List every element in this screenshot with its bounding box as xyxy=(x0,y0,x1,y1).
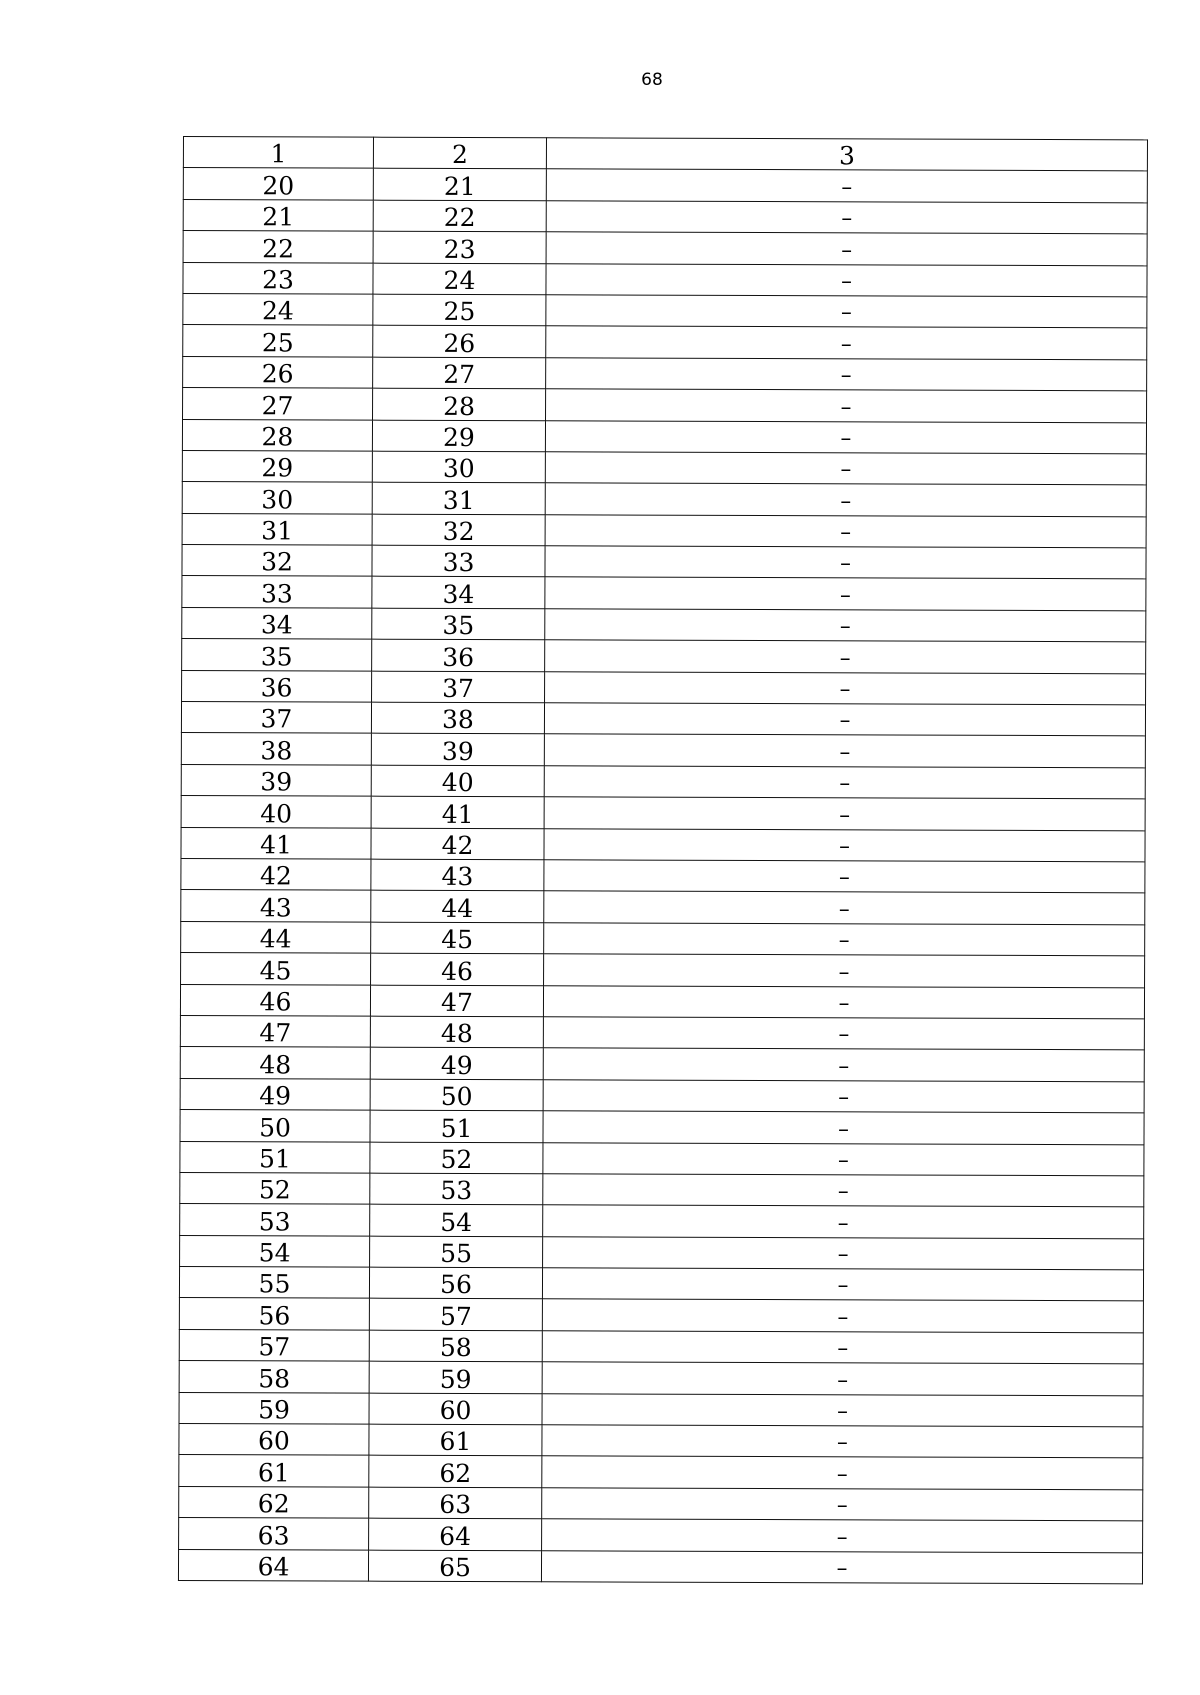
table-cell-col-3: – xyxy=(545,609,1146,642)
table-cell-col-2: 44 xyxy=(371,891,544,923)
table-cell-col-2: 23 xyxy=(373,231,546,263)
table-row xyxy=(181,953,1145,988)
table-cell-col-1: 43 xyxy=(181,890,371,922)
table-cell-col-3: – xyxy=(544,891,1145,924)
table-cell-col-2: 60 xyxy=(369,1393,542,1425)
table-row xyxy=(182,670,1146,705)
table-cell-col-3: – xyxy=(545,640,1146,673)
table-cell-col-1: 22 xyxy=(183,231,373,263)
table-cell-col-2: 47 xyxy=(370,985,543,1017)
table-cell-col-2: 41 xyxy=(371,796,544,828)
table-cell-col-3: – xyxy=(545,577,1146,610)
table-cell-col-1: 21 xyxy=(183,199,373,231)
data-table xyxy=(178,136,1148,1584)
table-cell-col-3: – xyxy=(543,1142,1144,1175)
table-cell-col-3: – xyxy=(545,452,1146,485)
table-cell-col-3: – xyxy=(544,797,1145,830)
table-cell-col-3: – xyxy=(545,483,1146,516)
table-row xyxy=(181,858,1145,893)
table-cell-col-2: 24 xyxy=(373,263,546,295)
table-row xyxy=(182,576,1146,611)
table-row xyxy=(183,356,1147,391)
table-cell-col-3: – xyxy=(545,514,1146,547)
table-cell-col-3: – xyxy=(542,1519,1143,1552)
table-row xyxy=(181,827,1145,862)
table-cell-col-3: – xyxy=(544,703,1145,736)
table-cell-col-1: 25 xyxy=(183,325,373,357)
table-row xyxy=(180,1141,1144,1176)
table-cell-col-3: – xyxy=(546,201,1147,234)
table-row xyxy=(183,325,1147,360)
table-cell-col-2: 37 xyxy=(372,671,545,703)
table-cell-col-2: 30 xyxy=(372,451,545,483)
table-cell-col-3: – xyxy=(546,326,1147,359)
table-cell-col-3: – xyxy=(544,766,1145,799)
table-row xyxy=(180,1047,1144,1082)
table-cell-col-3: – xyxy=(546,389,1147,422)
table-cell-col-3: – xyxy=(543,1174,1144,1207)
table-cell-col-1: 54 xyxy=(180,1235,370,1267)
table-cell-col-3: – xyxy=(546,358,1147,391)
table-cell-col-1: 44 xyxy=(181,921,371,953)
table-cell-col-2: 36 xyxy=(372,639,545,671)
table-cell-col-2: 38 xyxy=(371,702,544,734)
table-cell-col-1: 55 xyxy=(179,1267,369,1299)
table-cell-col-1: 39 xyxy=(181,764,371,796)
table-cell-col-3: – xyxy=(546,232,1147,265)
table-cell-col-3: – xyxy=(543,1205,1144,1238)
table-cell-col-1: 37 xyxy=(181,702,371,734)
table-cell-col-3: – xyxy=(546,169,1147,202)
table-row xyxy=(180,984,1144,1019)
table-cell-col-1: 51 xyxy=(180,1141,370,1173)
table-cell-col-2: 54 xyxy=(370,1204,543,1236)
table-cell-col-2: 65 xyxy=(368,1550,541,1582)
table-row xyxy=(179,1424,1143,1459)
table-cell-col-1: 46 xyxy=(180,984,370,1016)
table-cell-col-3: – xyxy=(545,546,1146,579)
table-cell-col-1: 56 xyxy=(179,1298,369,1330)
table-row xyxy=(180,1015,1144,1050)
table-row xyxy=(183,199,1147,234)
table-cell-col-1: 47 xyxy=(180,1015,370,1047)
table-cell-col-3: – xyxy=(542,1268,1143,1301)
table-row xyxy=(181,702,1145,737)
table-row xyxy=(181,921,1145,956)
table-cell-col-1: 27 xyxy=(183,388,373,420)
table-cell-col-1: 52 xyxy=(180,1172,370,1204)
table-cell-col-1: 58 xyxy=(179,1361,369,1393)
table-cell-col-3: – xyxy=(544,923,1145,956)
table-row xyxy=(180,1110,1144,1145)
table-cell-col-2: 29 xyxy=(372,420,545,452)
table-cell-col-2: 48 xyxy=(370,1016,543,1048)
table-cell-col-2: 35 xyxy=(372,608,545,640)
table-cell-col-1: 40 xyxy=(181,796,371,828)
table-cell-col-3: – xyxy=(546,295,1147,328)
table-row xyxy=(182,419,1146,454)
table-cell-col-2: 46 xyxy=(371,953,544,985)
table-row xyxy=(179,1392,1143,1427)
table-cell-col-2: 40 xyxy=(371,765,544,797)
table-cell-col-1: 41 xyxy=(181,827,371,859)
table-cell-col-2: 58 xyxy=(369,1330,542,1362)
table-cell-col-1: 57 xyxy=(179,1329,369,1361)
table-cell-col-1: 61 xyxy=(179,1455,369,1487)
table-cell-col-2: 43 xyxy=(371,859,544,891)
table-row xyxy=(179,1486,1143,1521)
table-cell-col-1: 34 xyxy=(182,607,372,639)
table-cell-col-3: – xyxy=(542,1331,1143,1364)
table-cell-col-2: 45 xyxy=(371,922,544,954)
table-row xyxy=(181,733,1145,768)
table-cell-col-1: 32 xyxy=(182,545,372,577)
table-row xyxy=(181,796,1145,831)
table-row xyxy=(182,482,1146,517)
table-cell-col-3: – xyxy=(544,860,1145,893)
table-row xyxy=(183,168,1147,203)
table-cell-col-3: – xyxy=(543,1111,1144,1144)
table-cell-col-3: – xyxy=(544,828,1145,861)
table-cell-col-1: 20 xyxy=(183,168,373,200)
table-row xyxy=(182,607,1146,642)
table-cell-col-1: 49 xyxy=(180,1078,370,1110)
table-cell-col-1: 60 xyxy=(179,1424,369,1456)
table-cell-col-1: 59 xyxy=(179,1392,369,1424)
table-cell-col-2: 26 xyxy=(373,326,546,358)
table-cell-col-3: – xyxy=(542,1488,1143,1521)
table-cell-col-2: 42 xyxy=(371,828,544,860)
table-cell-col-1: 23 xyxy=(183,262,373,294)
table-cell-col-2: 50 xyxy=(370,1079,543,1111)
table-body xyxy=(178,168,1147,1584)
table-cell-col-2: 62 xyxy=(369,1456,542,1488)
table-cell-col-3: – xyxy=(543,1048,1144,1081)
table-cell-col-1: 64 xyxy=(178,1549,368,1581)
table-cell-col-2: 63 xyxy=(369,1487,542,1519)
table-row xyxy=(179,1298,1143,1333)
table-row xyxy=(183,262,1147,297)
table-header-row xyxy=(183,137,1147,172)
table-cell-col-1: 38 xyxy=(181,733,371,765)
table-cell-col-2: 39 xyxy=(371,734,544,766)
table-cell-col-3: – xyxy=(543,1236,1144,1269)
table-cell-col-2: 34 xyxy=(372,577,545,609)
table-row xyxy=(179,1267,1143,1302)
table-cell-col-1: 62 xyxy=(179,1486,369,1518)
table-cell-col-3: – xyxy=(545,671,1146,704)
table-row xyxy=(181,890,1145,925)
table-cell-col-3: – xyxy=(541,1550,1142,1583)
table-cell-col-2: 55 xyxy=(370,1236,543,1268)
table-cell-col-2: 51 xyxy=(370,1110,543,1142)
table-cell-col-2: 31 xyxy=(372,482,545,514)
table-row xyxy=(179,1455,1143,1490)
table-cell-col-1: 29 xyxy=(182,450,372,482)
table-cell-col-3: – xyxy=(542,1425,1143,1458)
column-header-1: 1 xyxy=(183,137,373,169)
table-cell-col-2: 28 xyxy=(373,388,546,420)
table-cell-col-2: 52 xyxy=(370,1142,543,1174)
table-cell-col-2: 53 xyxy=(370,1173,543,1205)
table-cell-col-2: 27 xyxy=(373,357,546,389)
table-cell-col-2: 32 xyxy=(372,514,545,546)
table-cell-col-3: – xyxy=(543,1017,1144,1050)
table-cell-col-3: – xyxy=(543,1079,1144,1112)
table-cell-col-1: 35 xyxy=(182,639,372,671)
table-cell-col-3: – xyxy=(542,1456,1143,1489)
table-row xyxy=(182,545,1146,580)
table-cell-col-2: 64 xyxy=(369,1518,542,1550)
table-row xyxy=(180,1204,1144,1239)
table-row xyxy=(179,1329,1143,1364)
table-cell-col-3: – xyxy=(544,734,1145,767)
table-header xyxy=(183,137,1147,172)
table-row xyxy=(182,639,1146,674)
table-row xyxy=(183,231,1147,266)
table-cell-col-1: 31 xyxy=(182,513,372,545)
table-cell-col-1: 33 xyxy=(182,576,372,608)
table-cell-col-2: 61 xyxy=(369,1424,542,1456)
table-cell-col-1: 48 xyxy=(180,1047,370,1079)
table-cell-col-2: 33 xyxy=(372,545,545,577)
table-cell-col-2: 59 xyxy=(369,1361,542,1393)
table-cell-col-3: – xyxy=(545,420,1146,453)
table-cell-col-1: 36 xyxy=(182,670,372,702)
table-cell-col-2: 49 xyxy=(370,1047,543,1079)
table-cell-col-1: 28 xyxy=(182,419,372,451)
table-row xyxy=(183,293,1147,328)
column-header-2: 2 xyxy=(373,137,546,169)
table-cell-col-1: 53 xyxy=(180,1204,370,1236)
table-cell-col-3: – xyxy=(543,985,1144,1018)
table-row xyxy=(178,1549,1142,1584)
table-cell-col-3: – xyxy=(542,1299,1143,1332)
table-cell-col-2: 21 xyxy=(373,169,546,201)
table-row xyxy=(179,1361,1143,1396)
table-cell-col-3: – xyxy=(542,1393,1143,1426)
table-row xyxy=(181,764,1145,799)
table-cell-col-3: – xyxy=(544,954,1145,987)
table-cell-col-2: 56 xyxy=(369,1267,542,1299)
table-cell-col-1: 24 xyxy=(183,293,373,325)
column-header-3: 3 xyxy=(546,138,1147,171)
table-cell-col-2: 25 xyxy=(373,294,546,326)
table-cell-col-1: 45 xyxy=(181,953,371,985)
table-row xyxy=(183,388,1147,423)
table-row xyxy=(182,450,1146,485)
page-number: 68 xyxy=(641,70,663,90)
table-cell-col-3: – xyxy=(542,1362,1143,1395)
table-row xyxy=(179,1518,1143,1553)
table-cell-col-1: 42 xyxy=(181,858,371,890)
table-row xyxy=(180,1172,1144,1207)
table-row xyxy=(180,1235,1144,1270)
table-cell-col-2: 57 xyxy=(369,1299,542,1331)
table-cell-col-1: 30 xyxy=(182,482,372,514)
table-cell-col-2: 22 xyxy=(373,200,546,232)
table-cell-col-3: – xyxy=(546,263,1147,296)
table-cell-col-1: 26 xyxy=(183,356,373,388)
table-row xyxy=(180,1078,1144,1113)
table-cell-col-1: 63 xyxy=(179,1518,369,1550)
table-row xyxy=(182,513,1146,548)
table-cell-col-1: 50 xyxy=(180,1110,370,1142)
